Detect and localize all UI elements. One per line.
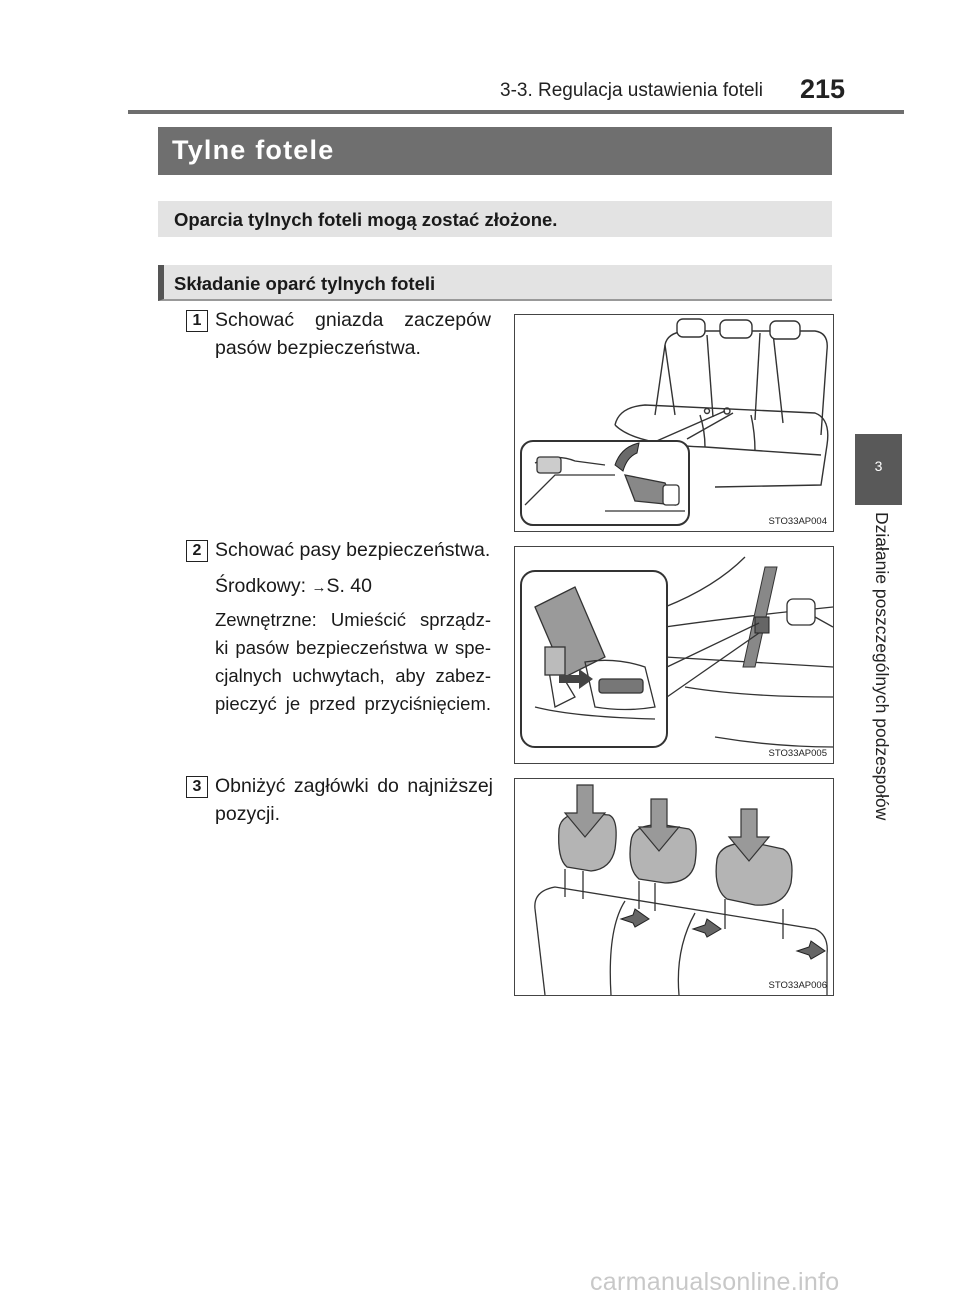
chapter-title: Działanie poszczególnych podzespołów [872, 512, 892, 821]
figure-lower-headrests [514, 778, 834, 996]
step-2-center-label: Środkowy: [215, 575, 307, 597]
intro-heading-band [158, 201, 832, 237]
figure-code: STO33AP004 [768, 516, 827, 527]
chapter-number: 3 [874, 458, 883, 474]
step-1-text-line1: Schować gniazda zaczepów [215, 309, 491, 331]
step-2-outer-paragraph [215, 606, 491, 718]
figure-code: STO33AP005 [768, 748, 827, 759]
page-number: 215 [800, 74, 846, 104]
rear-seat-illustration [515, 315, 833, 531]
step-3-badge: 3 [186, 776, 208, 798]
watermark: carmanualsonline.info [590, 1268, 840, 1296]
step-2-center-row [215, 572, 495, 602]
header-section-title: 3-3. Regulacja ustawienia foteli [500, 80, 763, 101]
step-1-text-line2: pasów bezpieczeństwa. [215, 337, 421, 359]
step-2-text-line1: Schować pasy bezpieczeństwa. [215, 539, 491, 561]
figure-rear-seat-buckles [514, 314, 834, 532]
step-2-outer-line: Zewnętrzne: Umieścić sprządz- [215, 609, 491, 630]
step-1-badge: 1 [186, 310, 208, 332]
figure-seatbelt-holder [514, 546, 834, 764]
step-2-outer-line: ki pasów bezpieczeństwa w spe- [215, 637, 491, 658]
step-2-badge: 2 [186, 540, 208, 562]
reference-arrow-icon: → [311, 579, 327, 596]
chapter-side-label [858, 512, 898, 864]
step-2-outer-line: cjalnych uchwytach, aby zabez- [215, 665, 491, 686]
step-3-text-line2: pozycji. [215, 803, 281, 825]
intro-heading: Oparcia tylnych foteli mogą zostać złożone. [174, 209, 558, 230]
page-title-band [158, 127, 832, 175]
header-rule [128, 110, 904, 114]
chapter-tab [855, 434, 902, 505]
section-heading-band [158, 265, 832, 301]
seatbelt-holder-illustration [515, 547, 833, 763]
headrests-illustration [515, 779, 833, 995]
page-title: Tylne fotele [172, 135, 335, 165]
step-3-text-line1: Obniżyć zagłówki do najniższej [215, 775, 493, 797]
step-2-outer-line: pieczyć je przed przyciśnięciem. [215, 693, 491, 714]
section-heading: Składanie oparć tylnych foteli [174, 273, 436, 294]
step-2-center-ref: S. 40 [326, 575, 373, 597]
figure-code: STO33AP006 [768, 980, 827, 991]
